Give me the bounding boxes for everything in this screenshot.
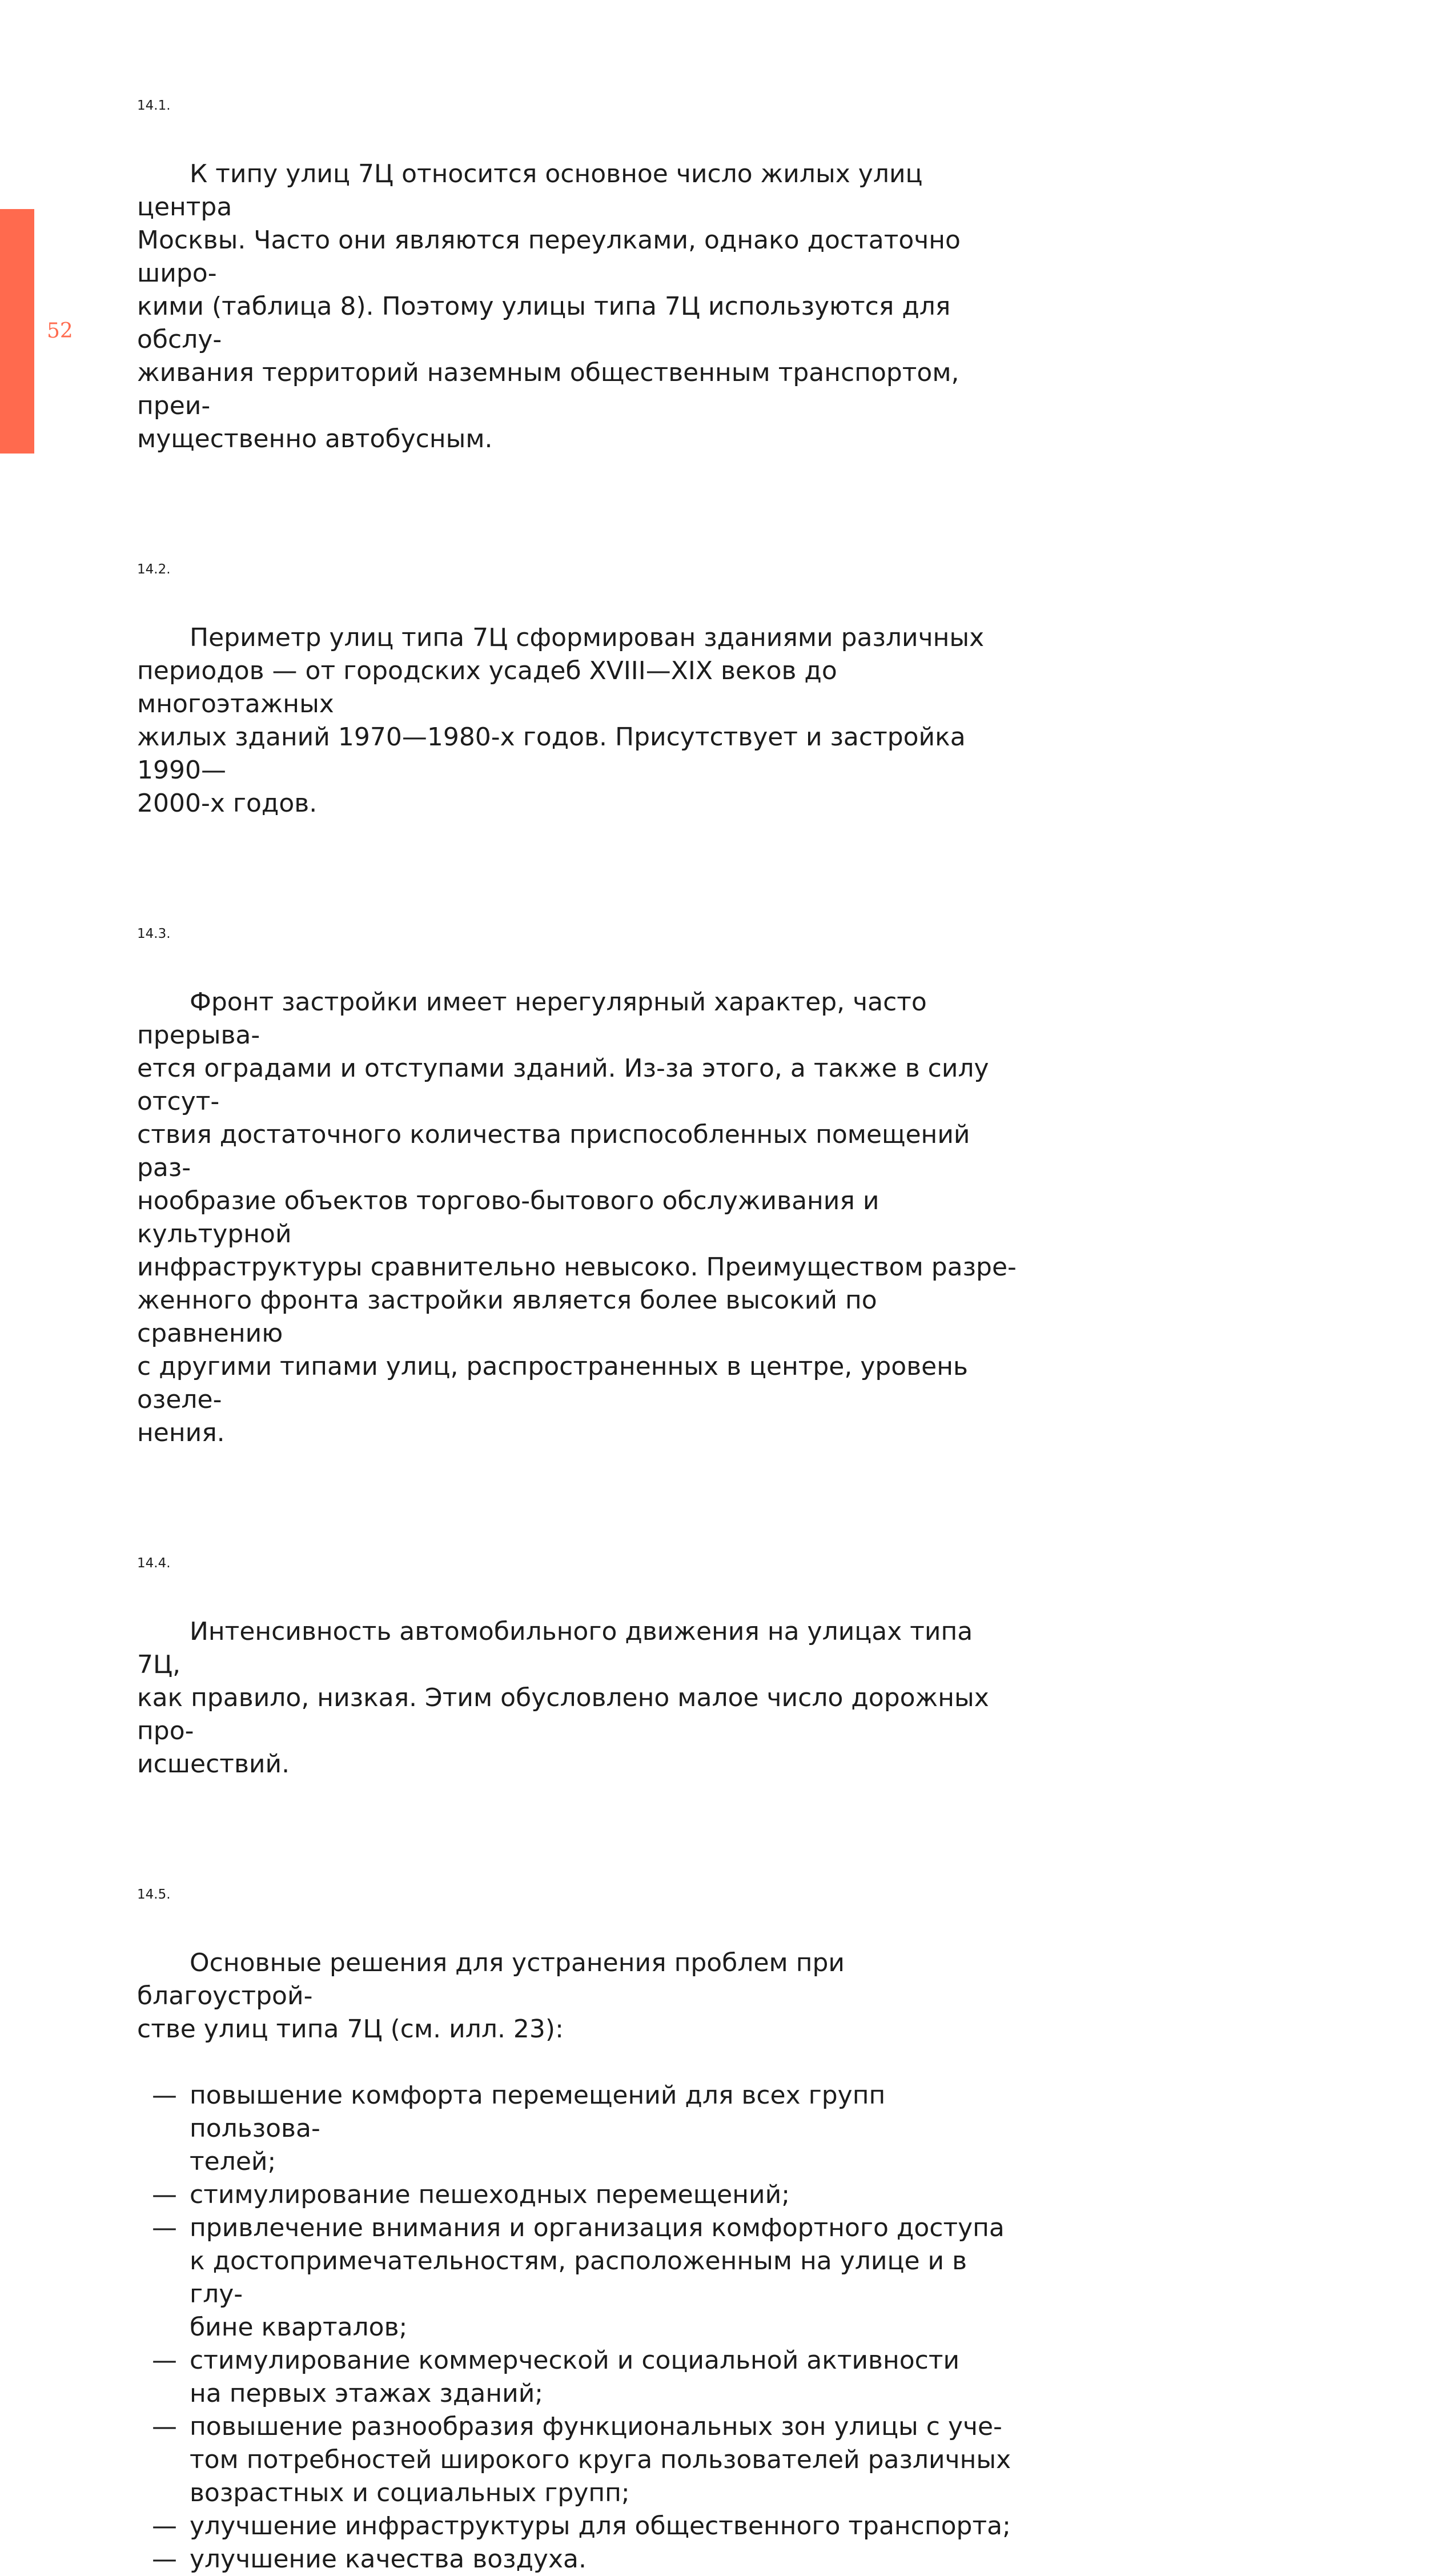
list-item [137, 2410, 1017, 2510]
list-item [137, 2543, 1017, 2576]
list-item-text: улучшение инфраструктуры для общественного транспорта; [190, 2511, 1011, 2541]
section-14-5 [137, 1880, 1017, 2079]
section-text: Фронт застройки имеет нерегулярный характер, часто прерыва- ется оградами и отступами зданий. Из-за этого, а также в силу отсут- ствия достаточного количества приспособленных помещений раз- нообразие объектов торгово-бытового обслуживания и культурной инфраструктуры сравнительно невысоко. Преимуществом разре- женного фронта застройки является более высокий по сравнению с другими типами улиц, распространенных в центре, уровень озеле- нения. [137, 988, 1017, 1447]
section-text: К типу улиц 7Ц относится основное число жилых улиц центра Москвы. Часто они являются переулками, однако достаточно широ- кими (таблица 8). Поэтому улицы типа 7Ц используются для обслу- живания территорий наземным общественным транспортом, преи- мущественно автобусным. [137, 159, 961, 454]
section-14-4 [137, 1549, 1017, 1814]
dash-marker: — [152, 2180, 177, 2209]
list-item-text: повышение разнообразия функциональных зон улицы с уче- том потребностей широкого круга пользователей различных возрастных и социальных групп; [190, 2412, 1011, 2507]
list-item-text: улучшение качества воздуха. [190, 2545, 587, 2574]
section-14-1 [137, 91, 1017, 489]
list-item-text: привлечение внимания и организация комфортного доступа к достопримечательностям, расположенным на улице и в глу- бине кварталов; [190, 2213, 1005, 2342]
list-item [137, 2178, 1017, 2212]
list-item [137, 2212, 1017, 2344]
document-body [137, 91, 1017, 2576]
section-number: 14.5. [137, 1887, 171, 1902]
section-14-2 [137, 555, 1017, 853]
section-number: 14.3. [137, 926, 171, 941]
section-text: Интенсивность автомобильного движения на улицах типа 7Ц, как правило, низкая. Этим обусловлено малое число дорожных про- исшествий. [137, 1617, 989, 1779]
solutions-list [137, 2079, 1017, 2576]
page-number: 52 [47, 319, 73, 343]
dash-marker: — [152, 2511, 177, 2541]
section-number: 14.4. [137, 1556, 171, 1571]
dash-marker: — [152, 2346, 177, 2375]
section-number: 14.2. [137, 562, 171, 577]
list-item [137, 2079, 1017, 2178]
dash-marker: — [152, 2545, 177, 2574]
dash-marker: — [152, 2412, 177, 2441]
list-item [137, 2344, 1017, 2410]
list-item-text: стимулирование пешеходных перемещений; [190, 2180, 790, 2209]
section-text: Периметр улиц типа 7Ц сформирован зданиями различных периодов — от городских усадеб XVIII—XIX веков до многоэтажных жилых зданий 1970—1980-х годов. Присутствует и застройка 1990— 2000-х годов. [137, 623, 985, 818]
section-14-3 [137, 920, 1017, 1483]
list-item [137, 2510, 1017, 2543]
section-number: 14.1. [137, 98, 171, 113]
side-accent-bar [0, 209, 34, 454]
dash-marker: — [152, 2081, 177, 2110]
dash-marker: — [152, 2213, 177, 2242]
list-item-text: стимулирование коммерческой и социальной активности на первых этажах зданий; [190, 2346, 960, 2408]
list-item-text: повышение комфорта перемещений для всех групп пользова- телей; [190, 2081, 886, 2176]
section-text: Основные решения для устранения проблем при благоустрой- стве улиц типа 7Ц (см. илл. 23): [137, 1948, 845, 2044]
